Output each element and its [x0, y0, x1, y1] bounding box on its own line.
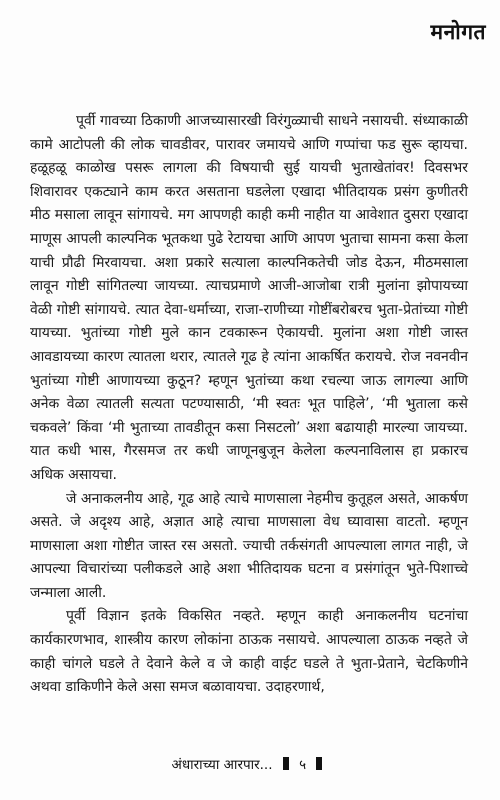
footer-separator-left — [283, 757, 289, 770]
paragraph-1: पूर्वी गावच्या ठिकाणी आजच्यासारखी विरंगुळ्याची साधने नसायची. संध्याकाळी कामे आटोपली की लोक चावडीवर, पारावर जमायचे आणि गप्पांचा फड सुरू व्हायचा. हळूहळू काळोख पसरू लागला की विषयाची सुई यायची भुताखेतांवर! दिवसभर शिवारावर एकट्याने काम करत असताना घडलेला एखादा भीतिदायक प्रसंग कुणीतरी मीठ मसाला लावून सांगायचे. मग आपणही काही कमी नाहीत या आवेशात दुसरा एखादा माणूस आपली काल्पनिक भूतकथा पुढे रेटायचा आणि आपण भुताचा सामना कसा केला याची प्रौढी मिरवायचा. अशा प्रकारे सत्याला काल्पनिकतेची जोड देऊन, मीठमसाला लावून गोष्टी सांगितल्या जायच्या. त्याचप्रमाणे आजी-आजोबा रात्री मुलांना झोपायच्या वेळी गोष्टी सांगायचे. त्यात देवा-धर्माच्या, राजा-राणीच्या गोष्टींबरोबरच भुता-प्रेतांच्या गोष्टी यायच्या. भुतांच्या गोष्टी मुले कान टवकारून ऐकायची. मुलांना अशा गोष्टी जास्त आवडायच्या कारण त्यातला थरार, त्यातले गूढ हे त्यांना आकर्षित करायचे. रोज नवनवीन भुतांच्या गोष्टी आणायच्या कुठून? म्हणून भुतांच्या कथा रचल्या जाऊ लागल्या आणि अनेक वेळा त्यातली सत्यता पटण्यासाठी, ‘मी स्वतः भूत पाहिले’, ‘मी भुताला कसे चकवले’ किंवा ‘मी भुताच्या तावडीतून कसा निसटलो’ अशा बढायाही मारल्या जायच्या. यात कधी भास, गैरसमज तर कधी जाणूनबुजून केलेला कल्पनाविलास हा प्रकारच अधिक असायचा. — [30, 113, 468, 483]
page-number: ५ — [299, 757, 307, 773]
paragraph-3: पूर्वी विज्ञान इतके विकसित नव्हते. म्हणून काही अनाकलनीय घटनांचा कार्यकारणभाव, शास्त्रीय कारण लोकांना ठाऊक नसायचे. आपल्याला ठाऊक नव्हते जे काही चांगले घडले ते देवाने केले व जे काही वाईट घडले ते भुता-प्रेताने, चेटकिणीने अथवा डाकिणीने केले असा समज बळावायचा. उदाहरणार्थ, — [30, 608, 468, 696]
body-text — [30, 110, 468, 700]
footer-book-title: अंधाराच्या आरपार... — [171, 757, 273, 773]
footer-separator-right — [316, 757, 322, 770]
page-title: मनोगत — [430, 20, 486, 44]
paragraph-2: जे अनाकलनीय आहे, गूढ आहे त्याचे माणसाला नेहमीच कुतूहल असते, आकर्षण असते. जे अदृश्य आहे, अज्ञात आहे त्याचा माणसाला वेध घ्यावासा वाटतो. म्हणून माणसाला अशा गोष्टीत जास्त रस असतो. ज्याची तर्कसंगती आपल्याला लागत नाही, जे आपल्या विचारांच्या पलीकडले आहे अशा भीतिदायक घटना व प्रसंगांतून भुते-पिशाच्चे जन्माला आली. — [30, 490, 468, 601]
page-footer — [0, 755, 500, 773]
